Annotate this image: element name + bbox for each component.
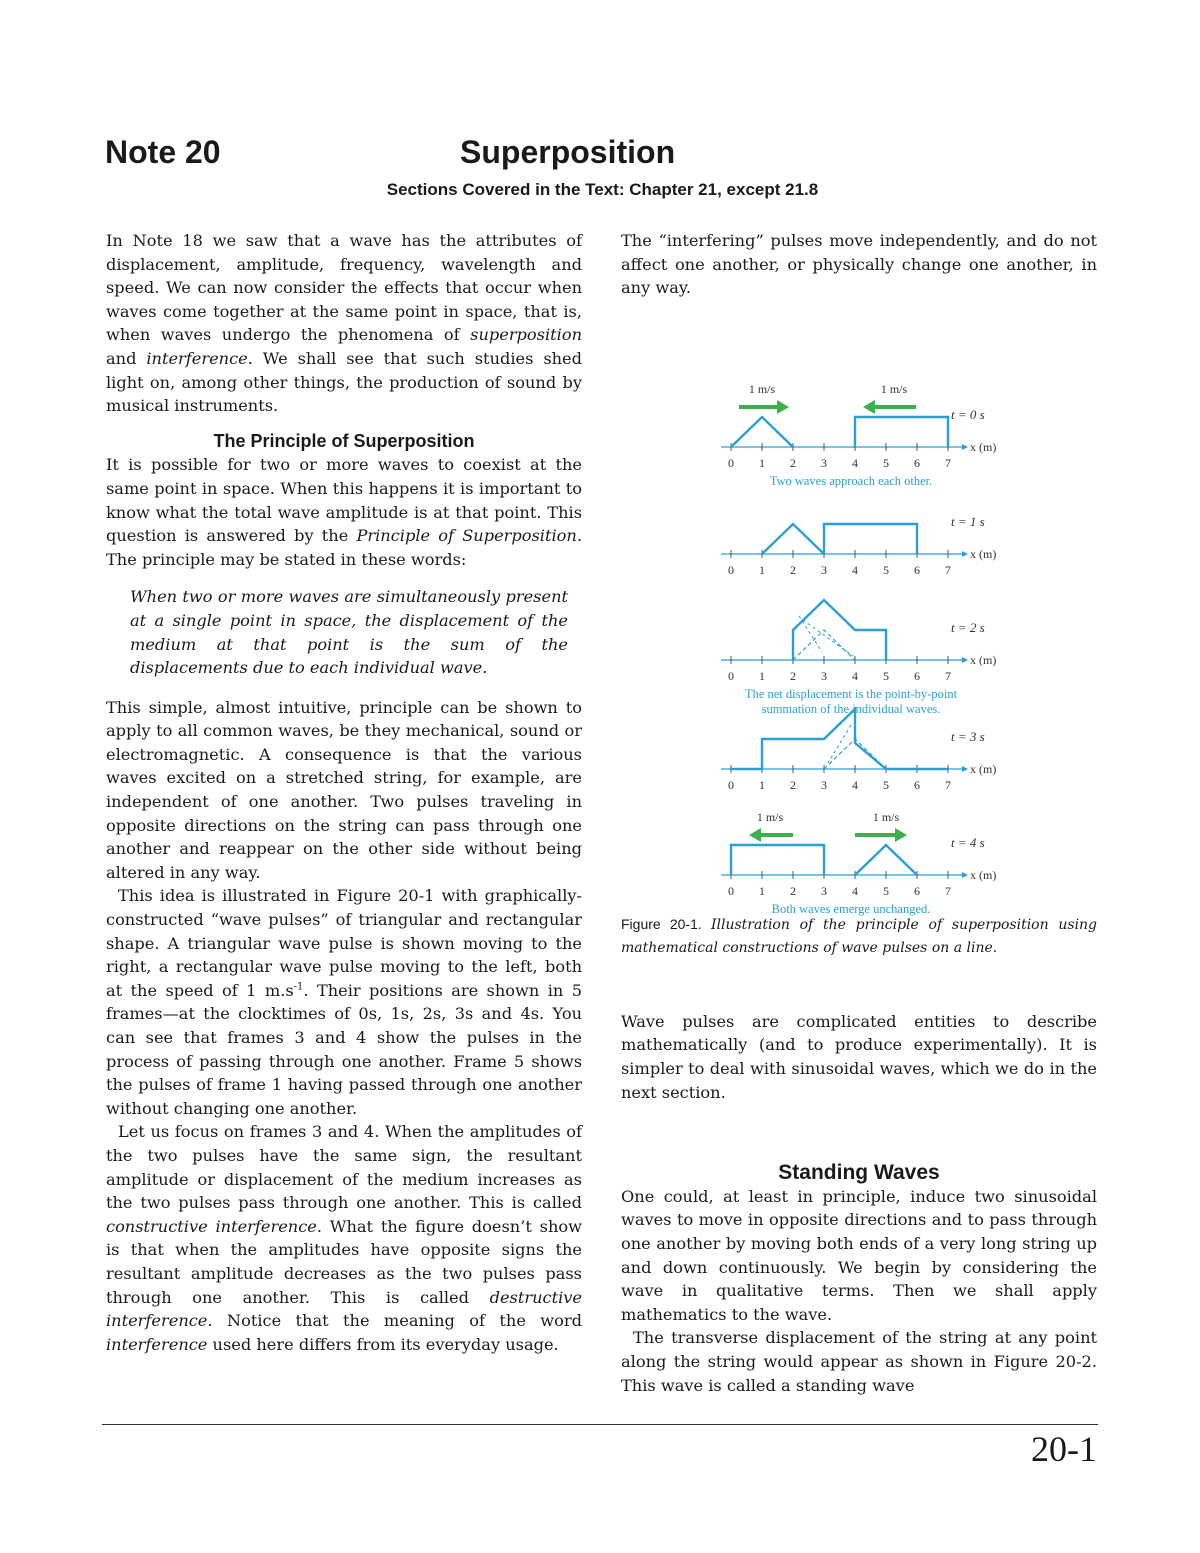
axis-tick-label: 2 [790,777,796,792]
frame-note: Two waves approach each other. [769,473,933,488]
time-label: t = 2 s [951,619,985,635]
speed-label-right: 1 m/s [872,809,900,824]
arrow-left-head [863,400,875,414]
axis-tick-label: 5 [883,777,889,792]
x-axis-label: x (m) [970,761,997,776]
axis-tick-label: 6 [914,883,920,898]
arrow-right-head [895,828,907,842]
axis-tick-label: 3 [821,562,827,577]
axis-tick-label: 2 [790,562,796,577]
axis-tick-label: 1 [759,777,765,792]
axis-tick-label: 3 [821,883,827,898]
page-number: 20-1 [1031,1429,1097,1469]
axis-tick-label: 6 [914,562,920,577]
principle-statement: When two or more waves are simultaneously present at a single point in space, the displacement of the medium at that point is the sum of the displacements due to each individual wave. [130,587,568,678]
intro-paragraph: In Note 18 we saw that a wave has the attributes of displacement, amplitude, frequency, wavelength and speed. We can now consider the effects that occur when waves come together at the same point in space, that is, when waves undergo the phenomena of superposition and interference. We shall see that such studies shed light on, among other things, the production of sound by musical instruments. [106,231,582,416]
page-header [105,134,1100,178]
individual-triangular-pulse [793,630,855,660]
paragraph-interference: Let us focus on frames 3 and 4. When the amplitudes of the two pulses have the same sign, the resultant amplitude or displacement of the medium increases as the two pulses pass through one another. This is called constructive interference. What the figure doesn’t show is that when the amplitudes have opposite signs the resultant amplitude decreases as the two pulses pass through one another. This is called destructive interference. Notice that the meaning of the word interference used here differs from its everyday usage. [106,1122,583,1354]
paragraph-standing-intro: One could, at least in principle, induce two sinusoidal waves to move in opposite directions and to pass through one another by moving both ends of a very long string up and down continuously. We begin by considering the wave in qualitative terms. Then we shall apply mathematics to the wave. [621,1186,1097,1324]
axis-tick-label: 2 [790,455,796,470]
axis-tick-label: 0 [728,455,734,470]
axis-tick-label: 7 [945,668,951,683]
axis-tick-label: 3 [821,668,827,683]
paragraph-transverse-displacement: The transverse displacement of the string at any point along the string would appear as shown in Figure 20-2. This wave is called a standing wave [621,1328,1097,1395]
x-axis-arrowhead [962,444,968,450]
axis-tick-label: 7 [945,777,951,792]
rectangular-pulse [731,845,824,875]
time-label: t = 1 s [951,513,985,529]
paragraph-interfering-pulses: The “interfering” pulses move independently, and do not affect one another, or physically change one another, in any way. [621,231,1097,298]
arrow-right-head [777,400,789,414]
axis-tick-label: 5 [883,562,889,577]
left-column [106,229,582,1356]
figure-caption: Figure 20-1. Illustration of the principle of superposition using mathematical constructions of wave pulses on a line. [621,915,1098,956]
axis-tick-label: 0 [728,883,734,898]
arrow-left-head [749,828,761,842]
axis-tick-label: 4 [852,455,858,470]
axis-tick-label: 4 [852,777,858,792]
page-title: Superposition [460,134,676,170]
triangular-pulse [762,524,824,554]
axis-tick-label: 4 [852,668,858,683]
axis-tick-label: 0 [728,668,734,683]
axis-tick-label: 0 [728,777,734,792]
axis-tick-label: 6 [914,777,920,792]
note-label: Note 20 [105,134,221,170]
frame-note: Both waves emerge unchanged. [771,901,931,916]
x-axis-label: x (m) [970,652,997,667]
triangular-pulse [855,845,917,875]
time-label: t = 4 s [951,834,985,850]
axis-tick-label: 5 [883,455,889,470]
frame-note: summation of the individual waves. [761,701,941,716]
axis-tick-label: 6 [914,668,920,683]
principle-paragraph: It is possible for two or more waves to coexist at the same point in space. When this happens it is important to know what the total wave amplitude is at that point. This question is answered by the Principle of Superposition. The principle may be stated in these words: [106,455,582,569]
x-axis-arrowhead [962,551,968,557]
x-axis-arrowhead [962,872,968,878]
axis-tick-label: 6 [914,455,920,470]
speed-label-left: 1 m/s [880,381,908,396]
paragraph-common-waves: This simple, almost intuitive, principle can be shown to apply to all common waves, be they mechanical, sound or electromagnetic. A consequence is that the various waves excited on a stretched string, for example, are independent of one another. Two pulses traveling in opposite directions on the string can pass through one another and reappear on the other side without being altered in any way. [106,697,582,882]
superposition-diagram [621,335,1097,916]
x-axis-arrowhead [962,766,968,772]
resultant-pulse [731,709,948,769]
axis-tick-label: 5 [883,668,889,683]
summation-guide [799,616,822,652]
axis-tick-label: 1 [759,883,765,898]
paragraph-wave-pulses: Wave pulses are complicated entities to describe mathematically (and to produce experimentally). It is simpler to deal with sinusoidal waves, which we do in the next section. [621,1011,1097,1102]
axis-tick-label: 1 [759,562,765,577]
standing-waves-heading: Standing Waves [778,1161,940,1185]
footer-divider [102,1424,1098,1425]
x-axis-arrowhead [962,657,968,663]
rectangular-pulse [855,417,948,447]
resultant-pulse [793,600,886,660]
speed-label-right: 1 m/s [748,381,776,396]
axis-tick-label: 1 [759,455,765,470]
speed-label-left: 1 m/s [756,809,784,824]
axis-tick-label: 7 [945,455,951,470]
time-label: t = 3 s [951,728,985,744]
x-axis-label: x (m) [970,546,997,561]
paragraph-figure-description: This idea is illustrated in Figure 20-1 with graphically-constructed “wave pulses” of triangular and rectangular shape. A triangular wave pulse is shown moving to the right, a rectangular wave pulse moving to the left, both at the speed of 1 $m.s^{-1}$. Their positions are shown in 5 frames—at the clocktimes of 0s, 1s, 2s, 3s and 4s. You can see that frames 3 and 4 show the pulses in the process of passing through one another. Frame 5 shows the pulses of frame 1 having passed through one another without changing one another. [106,886,582,1118]
right-column [621,229,1097,1397]
rectangular-pulse [824,524,917,554]
time-label: t = 0 s [951,406,985,422]
principle-heading: The Principle of Superposition [213,430,475,451]
axis-tick-label: 0 [728,562,734,577]
figure-20-1 [621,335,1097,916]
axis-tick-label: 2 [790,668,796,683]
axis-tick-label: 4 [852,562,858,577]
axis-tick-label: 3 [821,455,827,470]
axis-tick-label: 3 [821,777,827,792]
axis-tick-label: 7 [945,883,951,898]
axis-tick-label: 1 [759,668,765,683]
axis-tick-label: 5 [883,883,889,898]
frame-note: The net displacement is the point-by-point [744,686,958,701]
triangular-pulse [731,417,793,447]
axis-tick-label: 7 [945,562,951,577]
x-axis-label: x (m) [970,439,997,454]
x-axis-label: x (m) [970,867,997,882]
sections-covered: Sections Covered in the Text: Chapter 21, except 21.8 [386,180,819,199]
axis-tick-label: 4 [852,883,858,898]
axis-tick-label: 2 [790,883,796,898]
